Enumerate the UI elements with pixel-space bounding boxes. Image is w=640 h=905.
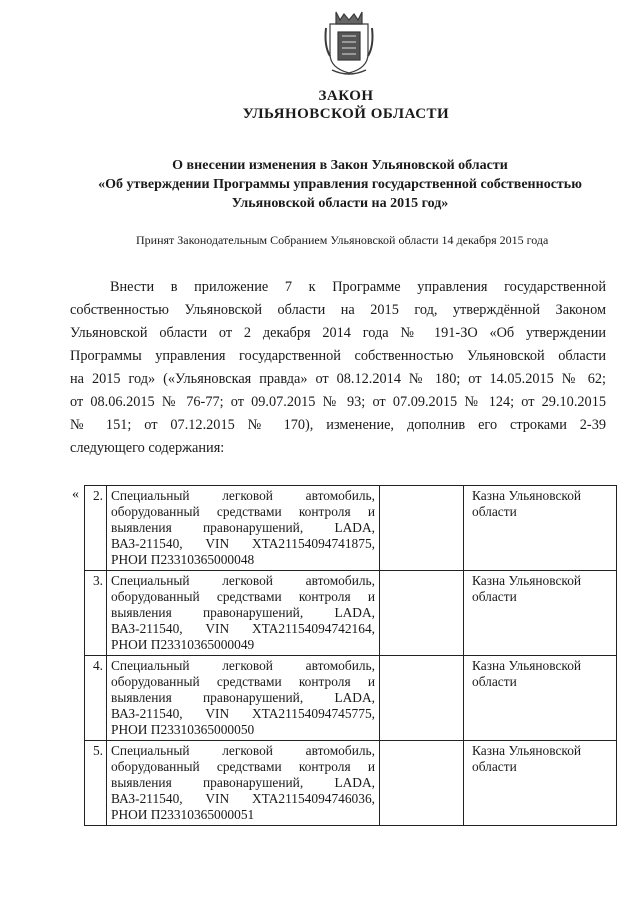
body-line: Внести в приложение 7 к Программе управления государственной bbox=[110, 279, 606, 295]
body-line: Ульяновской области от 2 декабря 2014 года № 191-ЗО «Об утверждении bbox=[70, 325, 606, 341]
item-description-line: оборудованный средствами контроля и bbox=[111, 759, 375, 774]
item-description bbox=[107, 741, 380, 826]
item-owner bbox=[464, 486, 617, 571]
table-row bbox=[85, 741, 617, 826]
item-description-line: Специальный легковой автомобиль, bbox=[111, 488, 375, 503]
item-description-line: РНОИ П23310365000048 bbox=[111, 552, 255, 567]
adoption-note: Принят Законодательным Собранием Ульяновской области 14 декабря 2015 года bbox=[136, 233, 549, 247]
item-owner-line: Казна Ульяновской bbox=[472, 658, 582, 673]
item-description-line: оборудованный средствами контроля и bbox=[111, 674, 375, 689]
empty-cell bbox=[380, 656, 464, 741]
item-owner-line: области bbox=[472, 674, 517, 689]
item-description bbox=[107, 486, 380, 571]
item-description-line: Специальный легковой автомобиль, bbox=[111, 573, 375, 588]
item-description-line: выявления правонарушений, LADA, bbox=[111, 690, 375, 705]
item-description-line: выявления правонарушений, LADA, bbox=[111, 605, 375, 620]
item-owner-line: области bbox=[472, 589, 517, 604]
item-description-line: Специальный легковой автомобиль, bbox=[111, 658, 375, 673]
body-line: Программы управления государственной собственностью Ульяновской области bbox=[70, 348, 606, 364]
opening-quote-mark: « bbox=[72, 487, 79, 502]
item-description bbox=[107, 571, 380, 656]
item-owner-line: Казна Ульяновской bbox=[472, 488, 582, 503]
row-number: 4. bbox=[85, 656, 107, 741]
body-paragraph bbox=[70, 276, 606, 460]
body-line: следующего содержания: bbox=[70, 440, 225, 456]
item-owner-line: области bbox=[472, 759, 517, 774]
item-owner bbox=[464, 656, 617, 741]
item-owner-line: Казна Ульяновской bbox=[472, 743, 582, 758]
item-description-line: оборудованный средствами контроля и bbox=[111, 589, 375, 604]
item-owner bbox=[464, 741, 617, 826]
item-description bbox=[107, 656, 380, 741]
law-title-line: «Об утверждении Программы управления государственной собственностью bbox=[98, 177, 582, 192]
row-number: 5. bbox=[85, 741, 107, 826]
item-description-line: РНОИ П23310365000049 bbox=[111, 637, 255, 652]
item-description-line: Специальный легковой автомобиль, bbox=[111, 743, 375, 758]
property-items-table bbox=[84, 485, 617, 826]
table-row bbox=[85, 656, 617, 741]
body-line: № 151; от 07.12.2015 № 170), изменение, дополнив его строками 2-39 bbox=[70, 417, 606, 433]
item-description-line: РНОИ П23310365000050 bbox=[111, 722, 255, 737]
item-description-line: ВАЗ-211540, VIN XTA21154094746036, bbox=[111, 791, 375, 806]
item-owner-line: области bbox=[472, 504, 517, 519]
item-owner bbox=[464, 571, 617, 656]
body-line: на 2015 год» («Ульяновская правда» от 08.12.2014 № 180; от 14.05.2015 № 62; bbox=[70, 371, 606, 387]
coat-of-arms-icon bbox=[322, 6, 376, 76]
row-number: 3. bbox=[85, 571, 107, 656]
table-row bbox=[85, 571, 617, 656]
item-description-line: выявления правонарушений, LADA, bbox=[111, 520, 375, 535]
table-row bbox=[85, 486, 617, 571]
region-heading: УЛЬЯНОВСКОЙ ОБЛАСТИ bbox=[242, 106, 450, 122]
law-title-line: О внесении изменения в Закон Ульяновской области bbox=[172, 158, 508, 173]
item-owner-line: Казна Ульяновской bbox=[472, 573, 582, 588]
law-title bbox=[70, 156, 610, 213]
empty-cell bbox=[380, 741, 464, 826]
item-description-line: РНОИ П23310365000051 bbox=[111, 807, 255, 822]
body-line: от 08.06.2015 № 76-77; от 09.07.2015 № 93; от 07.09.2015 № 124; от 29.10.2015 bbox=[70, 394, 606, 410]
item-description-line: оборудованный средствами контроля и bbox=[111, 504, 375, 519]
empty-cell bbox=[380, 571, 464, 656]
empty-cell bbox=[380, 486, 464, 571]
item-description-line: ВАЗ-211540, VIN XTA21154094745775, bbox=[111, 706, 375, 721]
row-number: 2. bbox=[85, 486, 107, 571]
item-description-line: ВАЗ-211540, VIN XTA21154094741875, bbox=[111, 536, 375, 551]
item-description-line: выявления правонарушений, LADA, bbox=[111, 775, 375, 790]
law-title-line: Ульяновской области на 2015 год» bbox=[231, 196, 449, 211]
document-type-heading: ЗАКОН bbox=[318, 88, 374, 104]
item-description-line: ВАЗ-211540, VIN XTA21154094742164, bbox=[111, 621, 375, 636]
body-line: собственностью Ульяновской области на 2015 год, утверждённой Законом bbox=[70, 302, 606, 318]
